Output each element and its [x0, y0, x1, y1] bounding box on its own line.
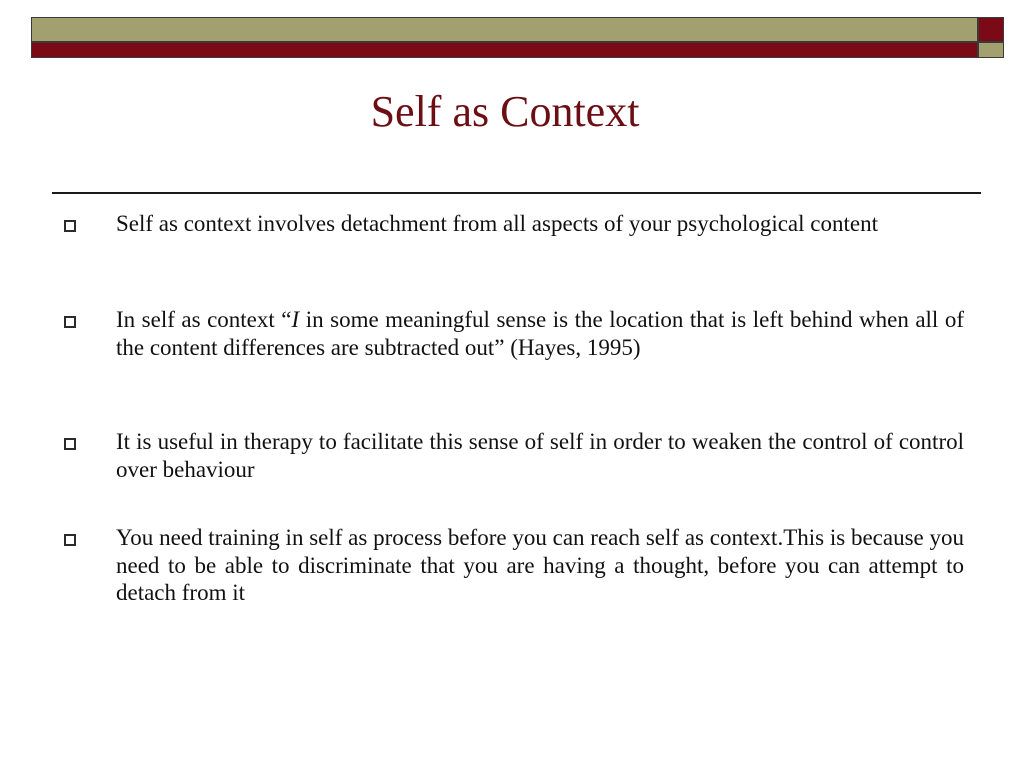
hollow-square-bullet-icon	[64, 316, 76, 328]
bullet-text: You need training in self as process before you can reach self as context.This is because you need to be able to discriminate that you are having a thought, before you can attempt to detach from it	[116, 525, 964, 605]
bullet-item	[64, 524, 964, 607]
header-square-olive	[978, 42, 1004, 58]
bullet-text-italic: I	[291, 307, 300, 332]
bullet-text: Self as context involves detachment from all aspects of your psychological content	[116, 211, 878, 236]
bullet-item	[64, 306, 964, 361]
header-band-olive	[31, 17, 978, 42]
bullet-text-suffix: in some meaningful sense is the location that is left behind when all of the content differences are subtracted out” (Hayes, 1995)	[116, 307, 965, 360]
hollow-square-bullet-icon	[64, 534, 76, 546]
hollow-square-bullet-icon	[64, 438, 76, 450]
header-band-red	[31, 42, 978, 58]
header-square-red	[978, 17, 1004, 42]
hollow-square-bullet-icon	[64, 220, 76, 232]
bullet-item	[64, 210, 964, 238]
bullet-text-prefix: In self as context “	[116, 307, 292, 332]
slide-title: Self as Context	[370, 87, 640, 136]
title-divider	[52, 192, 981, 194]
bullet-item	[64, 428, 964, 483]
bullet-text	[116, 306, 964, 361]
bullet-text: It is useful in therapy to facilitate this sense of self in order to weaken the control of control over behaviour	[116, 429, 964, 482]
